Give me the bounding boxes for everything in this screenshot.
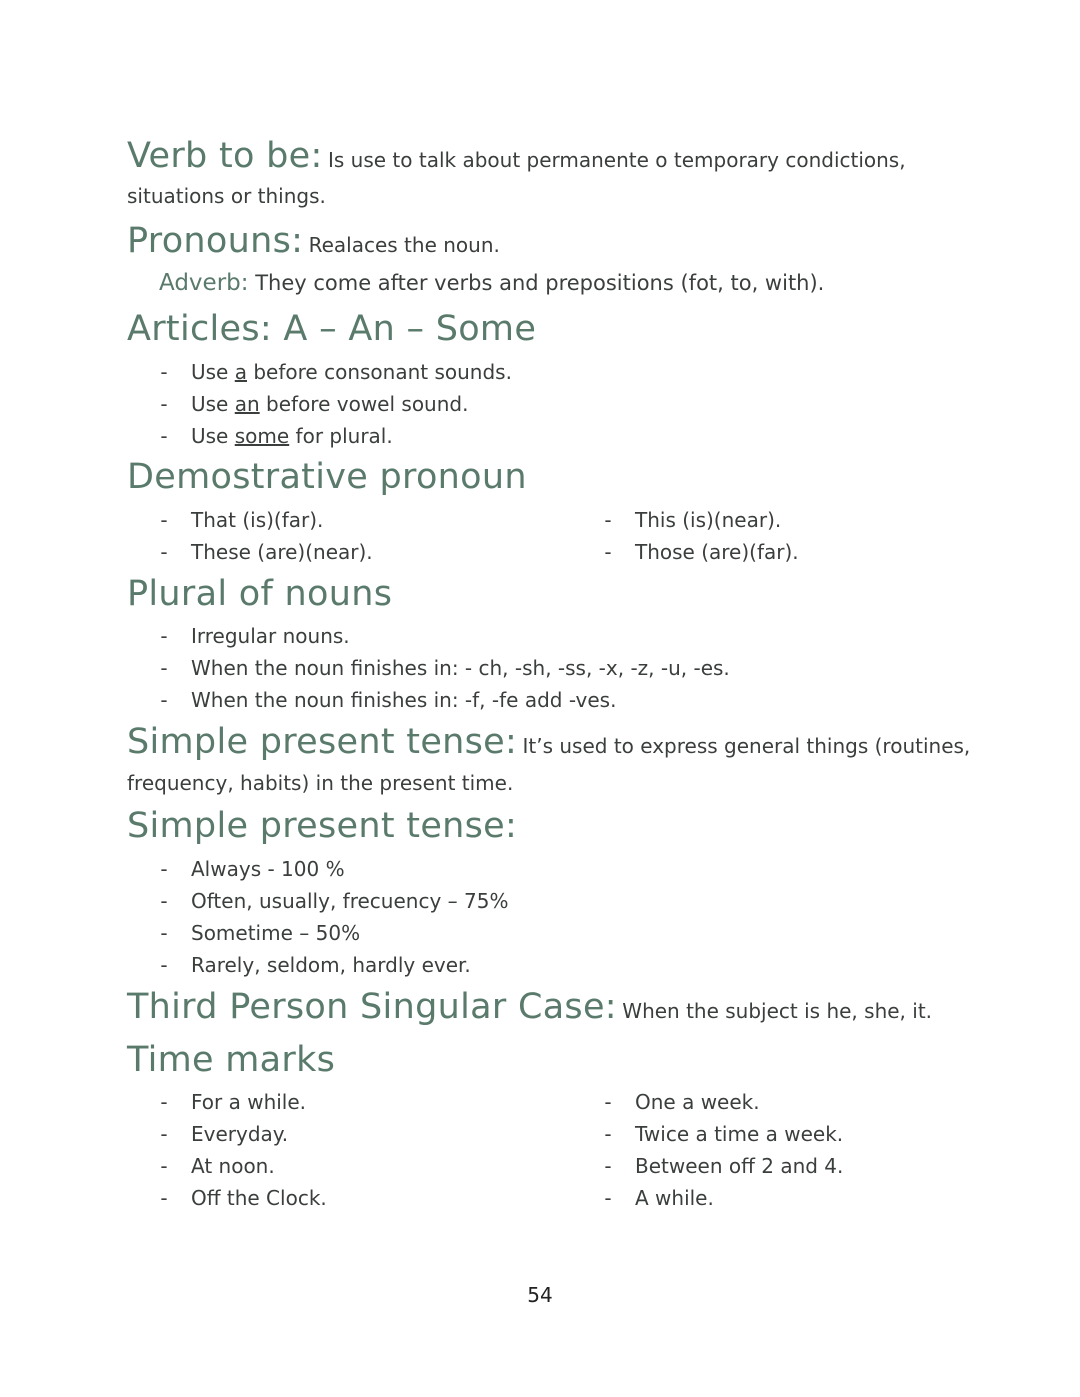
time-marks-heading xyxy=(127,1040,335,1080)
list-item xyxy=(159,620,730,652)
list-item xyxy=(159,1182,327,1214)
item-text: Irregular nouns. xyxy=(191,624,350,648)
list-item xyxy=(159,652,730,684)
simple-present-title: Simple present tense: xyxy=(127,722,518,762)
item-text: Use xyxy=(191,392,235,416)
bullet-dash: - xyxy=(160,424,168,448)
bullet-dash: - xyxy=(604,540,612,564)
item-text: Twice a time a week. xyxy=(635,1122,844,1146)
demonstrative-title: Demostrative pronoun xyxy=(127,457,527,497)
item-text: At noon. xyxy=(191,1154,275,1178)
simple-present-frequency-title: Simple present tense: xyxy=(127,806,518,846)
verb-to-be-description: Is use to talk about permanente o temporary condictions, xyxy=(328,148,906,172)
item-text: Everyday. xyxy=(191,1122,289,1146)
item-text: Between off 2 and 4. xyxy=(635,1154,844,1178)
simple-present-heading xyxy=(127,722,970,762)
demonstrative-heading xyxy=(127,457,527,497)
frequency-list xyxy=(159,853,508,981)
item-text: for plural. xyxy=(289,424,393,448)
verb-to-be-description-continued: situations or things. xyxy=(127,184,326,208)
plural-heading xyxy=(127,574,392,614)
list-item xyxy=(603,1118,843,1150)
list-item xyxy=(159,420,512,452)
list-item xyxy=(159,949,508,981)
list-item xyxy=(603,1182,843,1214)
list-item xyxy=(159,1118,327,1150)
third-person-description: When the subject is he, she, it. xyxy=(622,999,933,1023)
list-item xyxy=(159,1150,327,1182)
third-person-heading xyxy=(127,987,932,1027)
item-text: Off the Clock. xyxy=(191,1186,327,1210)
bullet-dash: - xyxy=(160,953,168,977)
verb-to-be-heading xyxy=(127,136,906,176)
page-number: 54 xyxy=(527,1283,553,1307)
list-item xyxy=(159,885,508,917)
time-marks-title: Time marks xyxy=(127,1040,336,1080)
simple-present-description-continued: frequency, habits) in the present time. xyxy=(127,771,514,795)
pronouns-heading xyxy=(127,221,500,261)
simple-present-frequency-heading xyxy=(127,806,517,846)
adverb-title: Adverb: xyxy=(159,270,249,296)
underlined-word: a xyxy=(234,360,247,384)
item-text: before vowel sound. xyxy=(259,392,469,416)
bullet-dash: - xyxy=(604,508,612,532)
item-text: Rarely, seldom, hardly ever. xyxy=(191,953,471,977)
list-item xyxy=(159,536,373,568)
articles-heading xyxy=(127,309,536,349)
pronouns-title: Pronouns: xyxy=(127,221,304,261)
list-item xyxy=(603,1150,843,1182)
articles-title: Articles: A – An – Some xyxy=(127,309,537,349)
verb-to-be-title: Verb to be: xyxy=(127,136,323,176)
item-text: A while. xyxy=(635,1186,714,1210)
bullet-dash: - xyxy=(160,392,168,416)
adverb-description: They come after verbs and prepositions (fot, to, with). xyxy=(255,271,825,295)
item-text: When the noun finishes in: -f, -fe add -ves. xyxy=(191,688,617,712)
list-item xyxy=(159,684,730,716)
item-text: Those (are)(far). xyxy=(635,540,799,564)
time-marks-left-list xyxy=(159,1086,327,1214)
third-person-title: Third Person Singular Case: xyxy=(127,987,617,1027)
bullet-dash: - xyxy=(160,1090,168,1114)
demonstrative-right-list xyxy=(603,504,799,568)
bullet-dash: - xyxy=(604,1122,612,1146)
articles-list xyxy=(159,356,512,452)
item-text: Use xyxy=(191,360,235,384)
bullet-dash: - xyxy=(160,360,168,384)
list-item xyxy=(159,917,508,949)
bullet-dash: - xyxy=(160,508,168,532)
underlined-word: an xyxy=(234,392,260,416)
bullet-dash: - xyxy=(604,1154,612,1178)
item-text: This (is)(near). xyxy=(635,508,782,532)
bullet-dash: - xyxy=(160,540,168,564)
bullet-dash: - xyxy=(604,1090,612,1114)
item-text: before consonant sounds. xyxy=(247,360,512,384)
bullet-dash: - xyxy=(160,688,168,712)
item-text: That (is)(far). xyxy=(191,508,324,532)
bullet-dash: - xyxy=(160,857,168,881)
bullet-dash: - xyxy=(160,1186,168,1210)
demonstrative-left-list xyxy=(159,504,373,568)
time-marks-right-list xyxy=(603,1086,843,1214)
item-text: For a while. xyxy=(191,1090,307,1114)
list-item xyxy=(603,536,799,568)
bullet-dash: - xyxy=(160,656,168,680)
item-text: Sometime – 50% xyxy=(191,921,361,945)
pronouns-description: Realaces the noun. xyxy=(308,233,500,257)
list-item xyxy=(159,853,508,885)
item-text: When the noun finishes in: - ch, -sh, -ss, -x, -z, -u, -es. xyxy=(191,656,730,680)
underlined-word: some xyxy=(234,424,290,448)
bullet-dash: - xyxy=(160,1122,168,1146)
item-text: Use xyxy=(191,424,235,448)
list-item xyxy=(159,388,512,420)
list-item xyxy=(603,1086,843,1118)
bullet-dash: - xyxy=(160,921,168,945)
adverb-line xyxy=(159,270,824,296)
plural-list xyxy=(159,620,730,716)
simple-present-description: It’s used to express general things (routines, xyxy=(522,734,971,758)
item-text: One a week. xyxy=(635,1090,760,1114)
list-item xyxy=(159,1086,327,1118)
bullet-dash: - xyxy=(160,889,168,913)
item-text: Often, usually, frecuency – 75% xyxy=(191,889,509,913)
list-item xyxy=(159,356,512,388)
bullet-dash: - xyxy=(160,624,168,648)
plural-title: Plural of nouns xyxy=(127,574,393,614)
bullet-dash: - xyxy=(604,1186,612,1210)
list-item xyxy=(159,504,373,536)
list-item xyxy=(603,504,799,536)
item-text: Always - 100 % xyxy=(191,857,345,881)
bullet-dash: - xyxy=(160,1154,168,1178)
item-text: These (are)(near). xyxy=(191,540,373,564)
